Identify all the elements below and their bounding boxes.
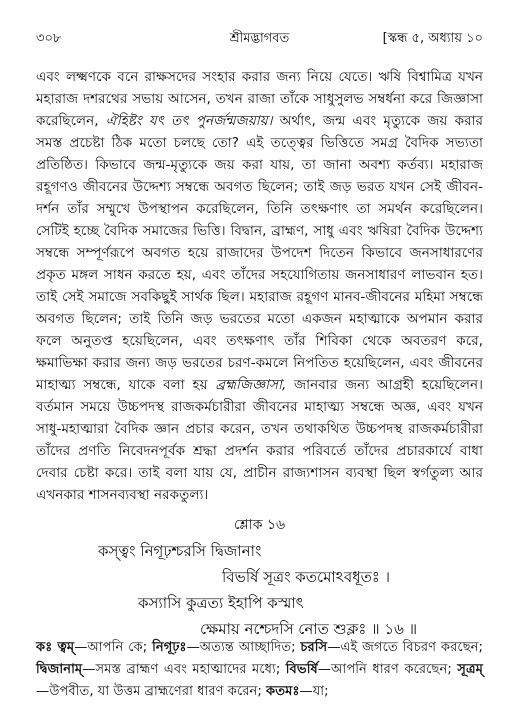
synonym-word: দ্বিজানাম্ [36, 662, 83, 677]
synonym-meaning: —সমস্ত ব্রাহ্মণ এবং মহাত্মাদের মধ্যে; [82, 662, 286, 677]
verse-line: কস্ত্বং নিগূঢ়শ্চরসি দ্বিজানাং [98, 542, 262, 560]
synonym-word: সূত্রম্ [457, 662, 483, 677]
synonym-word: কঃ ত্বম্ [36, 640, 75, 655]
brahma-jijnasa-term: ব্রহ্মজিজ্ঞাসা, [215, 377, 287, 393]
purport-text [36, 66, 483, 506]
verse-line: ক্ষেমায় নশ্চেদসি নোত শুক্লঃ ॥ ১৬ ॥ [200, 620, 418, 638]
verse-heading: শ্লোক ১৬ [233, 517, 286, 533]
synonym-meaning: —অত্যন্ত আচ্ছাদিত; [186, 640, 301, 655]
synonym-meaning: —উপবীত, যা উত্তম ব্রাহ্মণেরা ধারণ করেন; [36, 684, 267, 699]
synonym-meaning: —আপনি কে; [74, 640, 153, 655]
synonym-word: বিভর্ষি [285, 662, 318, 677]
verse-block [36, 512, 483, 642]
synonym-meaning: —আপনি ধারণ করেছেন; [317, 662, 458, 677]
purport-segment: অর্থাৎ, জন্ম এবং মৃত্যুকে জয় করার সমস্ত প্রচেষ্টা ঠিক মতো চলছে তো? এই তত্ত্বের ভিত্তিতে সমগ্র বৈদিক সভ্যতা প্রতিষ্ঠিত। কিভাবে জন্ম-মৃত্যুকে জয় করা যায়, তা জানা অবশ্য কর্তব্য। মহারাজ রহূগণও জীবনের উদ্দেশ্য সম্বন্ধে অবগত ছিলেন; তাই জড় ভরত যখন সেই জীবন-দর্শন তাঁর সম্মুখে উপস্থাপন করেছিলেন, তিনি তৎক্ষণাৎ তা সমর্থন করেছিলেন। সেটিই হচ্ছে বৈদিক সমাজের ভিত্তি। বিদ্বান, ব্রাহ্মণ, সাধু এবং ঋষিরা বৈদিক উদ্দেশ্য সম্বন্ধে সম্পূর্ণরূপে অবগত হয়ে রাজাদের উপদেশ দিতেন কিভাবে জনসাধারণের প্রকৃত মঙ্গল সাধন করতে হয়, এবং তাঁদের সহযোগিতায় জনসাধারণ লাভবান হত। তাই সেই সমাজে সবকিছুই সার্থক ছিল। মহারাজ রহূগণ মানব-জীবনের মহিমা সম্বন্ধে অবগত ছিলেন; তাই তিনি জড় ভরতের মতো একজন মহাত্মাকে অপমান করার ফলে অনুতপ্ত হয়েছিলেন, এবং তৎক্ষণাৎ তাঁর শিবিকা থেকে অবতরণ করে, ক্ষমাভিক্ষা করার জন্য জড় ভরতের চরণ-কমলে নিপতিত হয়েছিলেন, এবং জীবনের মাহাত্ম্য সম্বন্ধে, যাকে বলা হয় [36, 113, 483, 393]
book-title: শ্রীমদ্ভাগবত [229, 31, 290, 46]
synonym-word: চরসি [300, 640, 328, 655]
verse-line: বিভর্ষি সূত্রং কতমোঽবধূতঃ । [222, 568, 391, 586]
sanskrit-quote: ঐহিষ্টং যৎ তৎ পুনর্জন্মজয়ায়। [105, 113, 273, 129]
synonyms-text [36, 637, 483, 703]
purport-paragraph [36, 66, 483, 506]
synonym-word: নিগূঢ়ঃ [152, 640, 187, 655]
synonym-meaning: —এই জগতে বিচরণ করছেন; [327, 640, 483, 655]
verse-line: কস্যাসি কুত্রত্য ইহাপি কস্মাৎ [138, 594, 304, 612]
synonym-word: কতমঃ [266, 684, 300, 699]
page-header [36, 28, 483, 50]
purport-segment: জানবার জন্য আগ্রহী হয়েছিলেন। বর্তমান সময়ে উচ্চপদস্থ রাজকর্মচারীরা জীবনের মাহাত্ম্য সম্বন্ধে অজ্ঞ, এবং যখন সাধু-মহাত্মারা বৈদিক জ্ঞান প্রচার করেন, তখন তথাকথিত উচ্চপদস্থ রাজকর্মচারীরা তাঁদের প্রণতি নিবেদনপূর্বক শ্রদ্ধা প্রদর্শন করার পরিবর্তে তাঁদের প্রচারকার্যে বাধা দেবার চেষ্টা করে। তাই বলা যায় যে, প্রাচীন রাজ্যশাসন ব্যবস্থা ছিল স্বর্গতুল্য আর এখনকার শাসনব্যবস্থা নরকতুল্য। [36, 377, 483, 503]
page-number: ৩০৮ [36, 31, 62, 46]
chapter-location: [স্কন্ধ ৫, অধ্যায় ১০ [382, 31, 483, 46]
purport-segment: এবং লক্ষ্মণকে বনে রাক্ষসদের সংহার করার জন্য নিয়ে যেতে। ঋষি বিশ্বামিত্র যখন মহারাজ দশরথের সভায় আসেন, তখন রাজা তাঁকে সাধুসুলভ সম্বর্ধনা করে জিজ্ঞাসা করেছিলেন, [36, 69, 483, 129]
synonym-meaning: —যা; [299, 684, 329, 699]
synonyms-paragraph [36, 637, 483, 703]
